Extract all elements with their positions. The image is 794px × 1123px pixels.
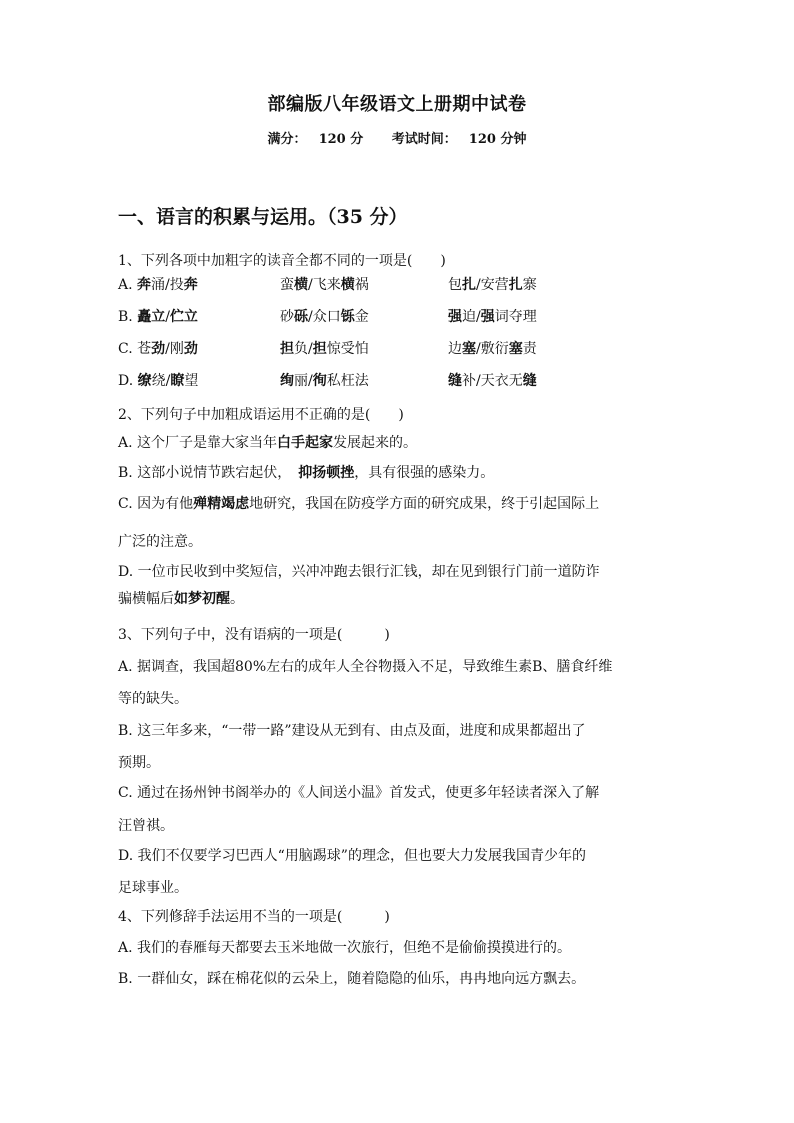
q2-option-c — [118, 493, 599, 513]
text: 祸 — [354, 277, 369, 293]
bold-text: 担 — [280, 341, 294, 357]
bold-text: 缝 — [522, 373, 537, 389]
q2-option-a — [118, 432, 417, 452]
text: /刚 — [165, 341, 184, 357]
text: 私枉法 — [326, 373, 369, 389]
bold-text: 白手起家 — [277, 435, 334, 451]
q3-option-a-cont: 等的缺失。 — [118, 691, 188, 707]
full-score-value: 120 分 — [318, 132, 364, 147]
bold-text: 横 — [340, 277, 355, 293]
text: 金 — [354, 309, 369, 325]
bold-text: 如梦初醒 — [174, 591, 230, 607]
full-score-label: 满分： — [267, 132, 307, 147]
text: /众口 — [308, 309, 341, 325]
text: 砂 — [280, 309, 294, 325]
q3-stem: 3、下列句子中，没有语病的一项是( ) — [118, 627, 390, 643]
q2-stem: 2、下列句子中加粗成语运用不正确的是( ) — [118, 407, 404, 423]
q3-option-d: D. 我们不仅要学习巴西人“用脑踢球”的理念，但也要大力发展我国青少年的 — [118, 848, 586, 864]
q3-option-c-cont: 汪曾祺。 — [118, 818, 174, 834]
bold-text: 缭 — [137, 373, 152, 389]
bold-text: 强 — [448, 309, 462, 325]
bold-text: 塞 — [508, 341, 523, 357]
text: B. — [118, 309, 138, 325]
text: C. 苍 — [118, 341, 152, 357]
text: 地研究，我国在防疫学方面的研究成果，终于引起国际上 — [249, 496, 600, 512]
text: / — [165, 309, 170, 325]
text: ，具有很强的感染力。 — [354, 465, 495, 481]
bold-text: 奔 — [137, 277, 152, 293]
text: 补/天衣无 — [462, 373, 523, 389]
q4-option-a: A. 我们的春雁每天都要去玉米地做一次旅行，但绝不是偷偷摸摸进行的。 — [118, 940, 572, 956]
bold-text: 奔 — [183, 277, 198, 293]
q3-option-a: A. 据调查，我国超80%左右的成年人全谷物摄入不足，导致维生素B、膳食纤维 — [118, 659, 613, 675]
text: 惊受怕 — [326, 341, 369, 357]
text: 负/ — [294, 341, 313, 357]
text: /敷衍 — [476, 341, 509, 357]
q2-option-d-cont — [118, 588, 244, 608]
text: 望 — [184, 373, 199, 389]
text: /飞来 — [308, 277, 341, 293]
q4-option-b: B. 一群仙女，踩在棉花似的云朵上，随着隐隐的仙乐，冉冉地向远方飘去。 — [118, 971, 586, 987]
bold-text: 塞 — [462, 341, 476, 357]
text: 涌/投 — [151, 277, 184, 293]
text: 寨 — [522, 277, 537, 293]
text: /安营 — [476, 277, 509, 293]
bold-text: 担 — [312, 341, 327, 357]
bold-text: 强 — [480, 309, 495, 325]
bold-text: 矗立 — [137, 309, 166, 325]
time-value: 120 分钟 — [468, 132, 527, 147]
bold-text: 殚精竭虑 — [193, 496, 250, 512]
q3-option-b-cont: 预期。 — [118, 755, 160, 771]
exam-title: 部编版八年级语文上册期中试卷 — [267, 94, 527, 115]
text: 责 — [522, 341, 537, 357]
text: 词夺理 — [494, 309, 537, 325]
text: A. — [118, 277, 138, 293]
bold-text: 劲 — [183, 341, 198, 357]
bold-text: 砾 — [294, 309, 308, 325]
text: D. — [118, 373, 138, 389]
exam-meta — [0, 128, 794, 147]
text: 丽/ — [294, 373, 313, 389]
text: 骗横幅后 — [118, 591, 174, 607]
text: 蛮 — [280, 277, 294, 293]
text: C. 因为有他 — [118, 496, 194, 512]
q4-stem: 4、下列修辞手法运用不当的一项是( ) — [118, 909, 390, 925]
text: 绕/ — [151, 373, 171, 389]
text: 边 — [448, 341, 462, 357]
q3-option-d-cont: 足球事业。 — [118, 880, 188, 896]
q2-option-d: D. 一位市民收到中奖短信，兴冲冲跑去银行汇钱，却在见到银行门前一道防诈 — [118, 564, 600, 580]
bold-text: 扎 — [508, 277, 523, 293]
q2-option-c-cont: 广泛的注意。 — [118, 534, 202, 550]
section-heading: 一、语言的积累与运用。（35 分） — [118, 206, 408, 228]
text: 迫/ — [462, 309, 481, 325]
bold-text: 扎 — [462, 277, 476, 293]
q1-stem: 1、下列各项中加粗字的读音全都不同的一项是( ) — [118, 253, 446, 269]
time-label: 考试时间： — [391, 132, 457, 147]
bold-text: 横 — [294, 277, 308, 293]
text: B. 这部小说情节跌宕起伏， — [118, 465, 299, 481]
bold-text: 徇 — [312, 373, 327, 389]
bold-text: 绚 — [280, 373, 294, 389]
text: 。 — [230, 591, 244, 607]
bold-text: 缝 — [448, 373, 462, 389]
text: 发展起来的。 — [333, 435, 418, 451]
bold-text: 铄 — [340, 309, 355, 325]
q3-option-c: C. 通过在扬州钟书阁举办的《人间送小温》首发式，使更多年轻读者深入了解 — [118, 785, 600, 801]
q3-option-b: B. 这三年多来，“一带一路”建设从无到有、由点及面，进度和成果都超出了 — [118, 723, 586, 739]
text: 包 — [448, 277, 462, 293]
q2-option-b — [118, 462, 494, 482]
text: A. 这个厂子是靠大家当年 — [118, 435, 278, 451]
bold-text: 伫立 — [169, 309, 198, 325]
bold-text: 瞭 — [170, 373, 185, 389]
bold-text: 劲 — [151, 341, 166, 357]
bold-text: 抑扬顿挫 — [298, 465, 355, 481]
